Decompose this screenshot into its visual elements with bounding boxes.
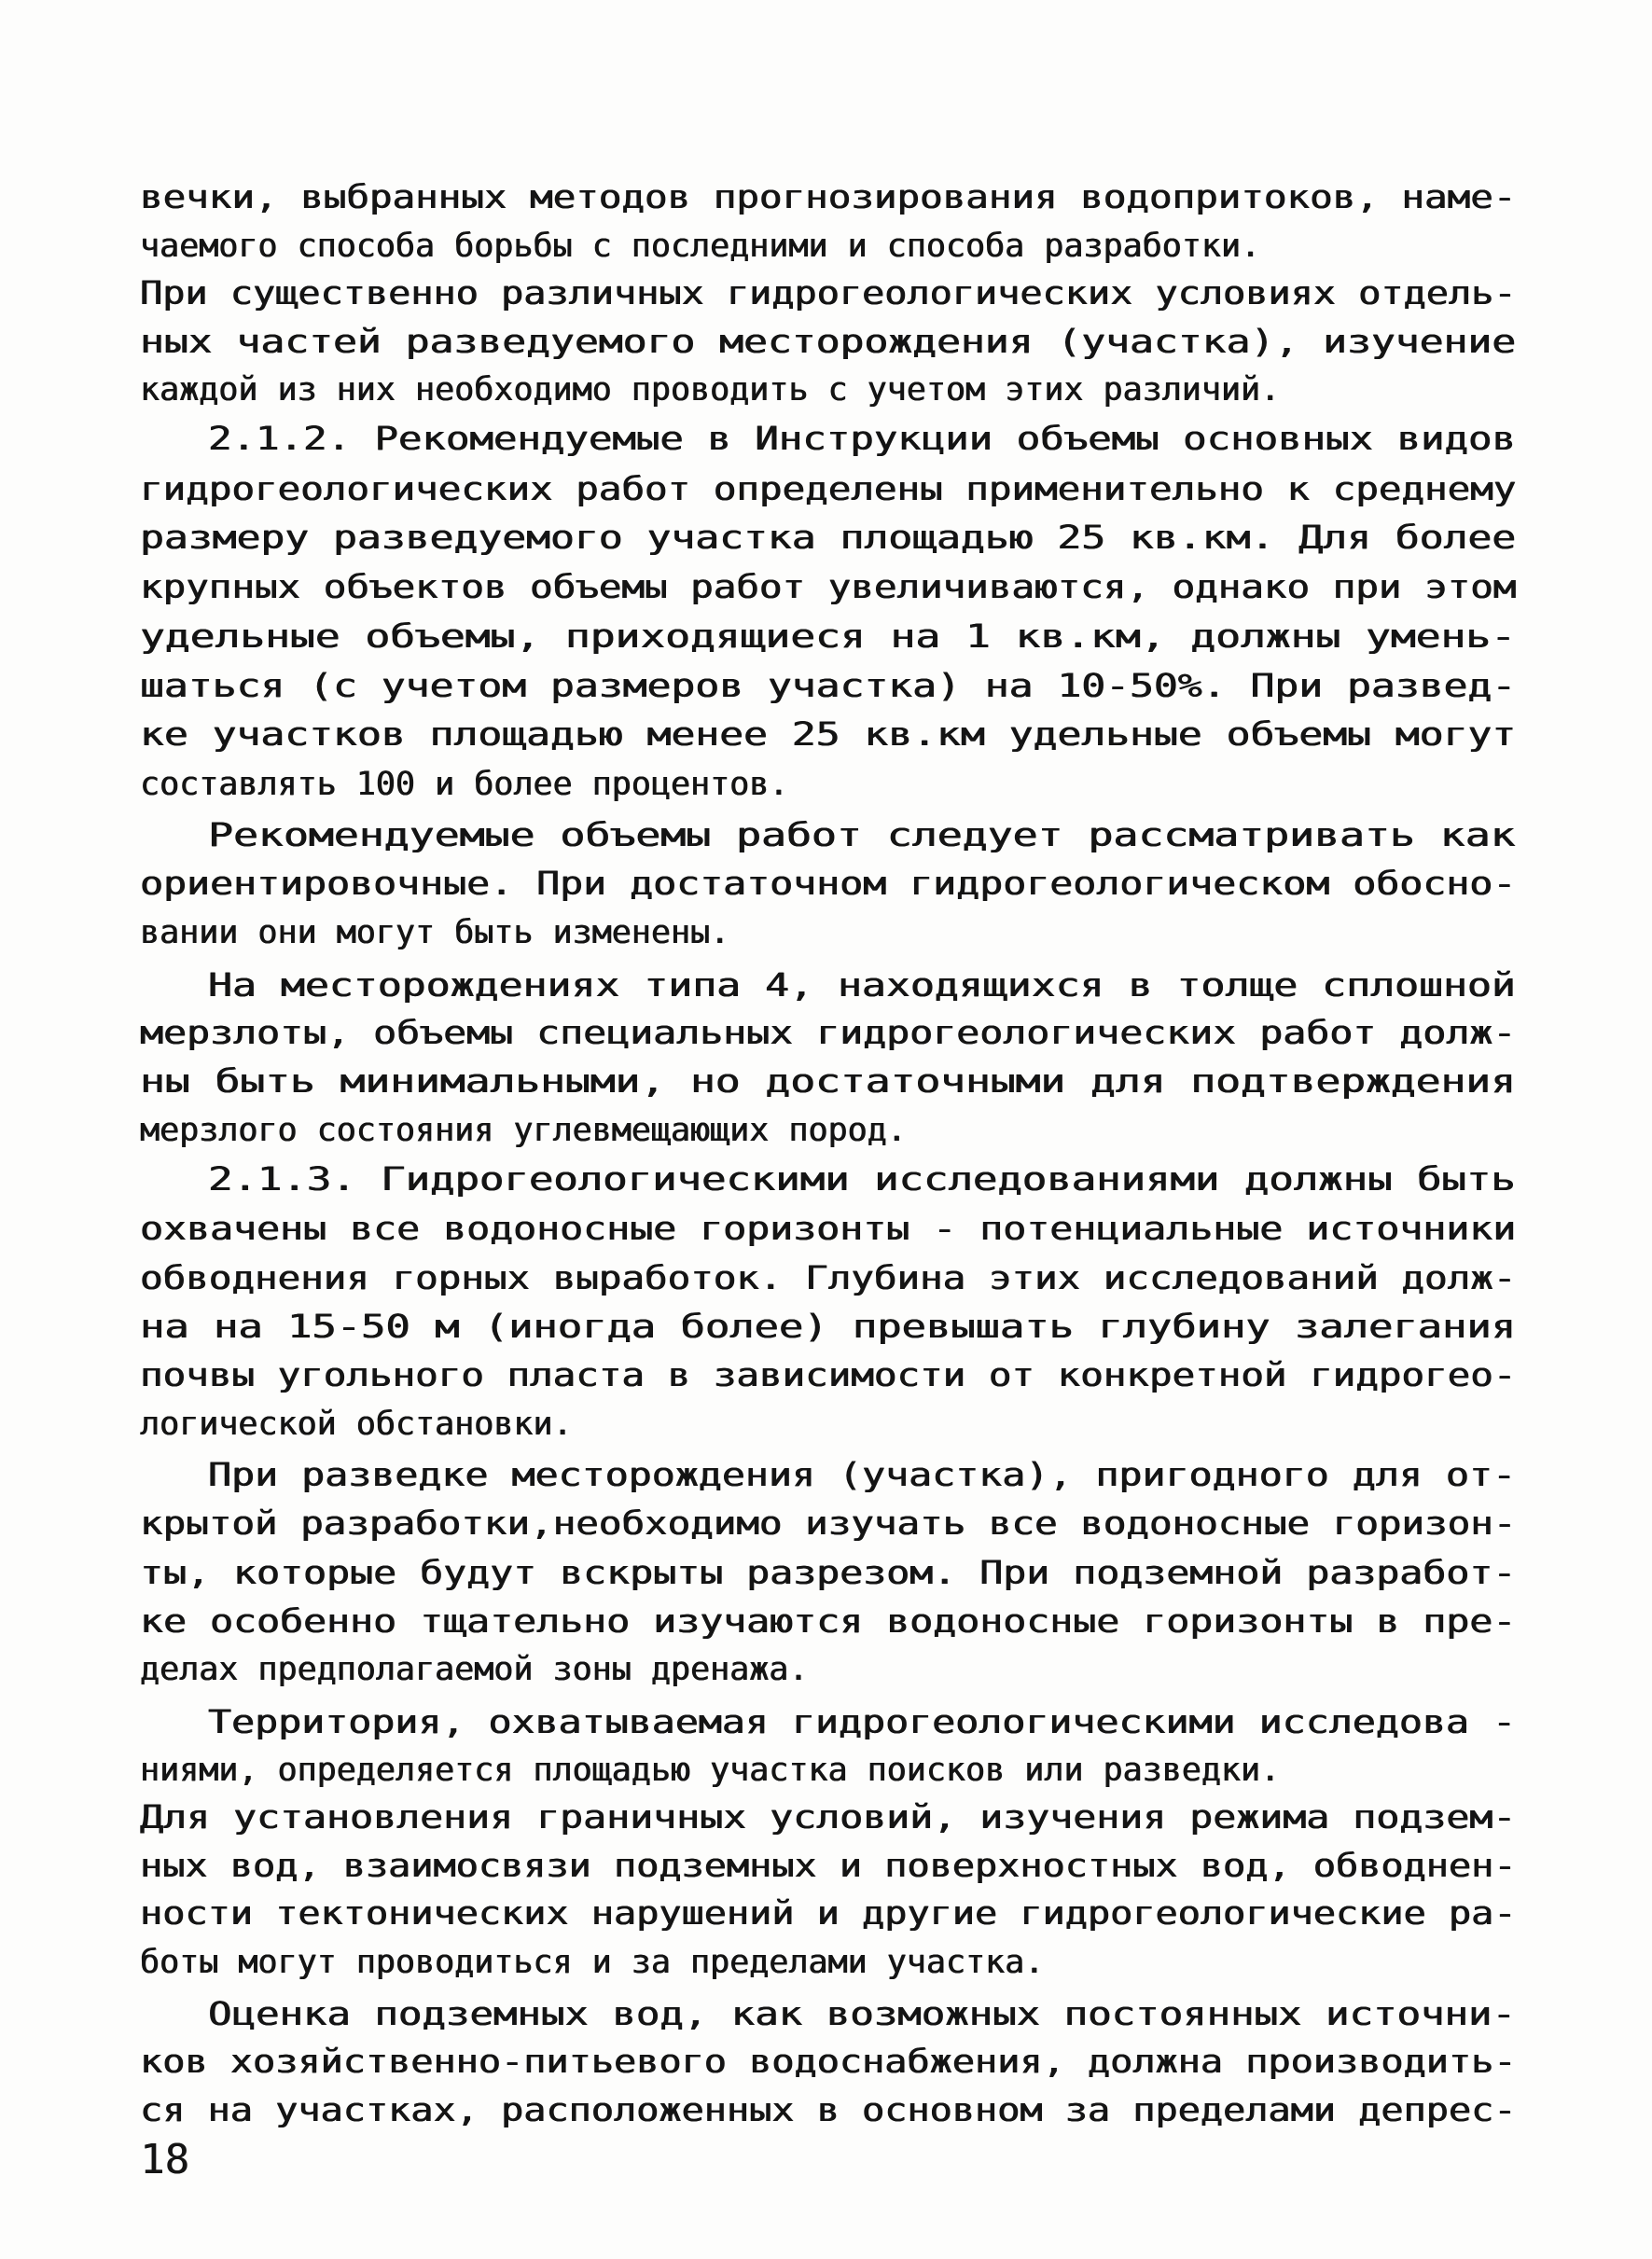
text-line: На месторождениях типа 4, находящихся в толще сплошной [208, 967, 1516, 1005]
text-line: логической обстановки. [140, 1406, 573, 1443]
text-line: Территория, охватываемая гидрогеологическими исследова - [208, 1704, 1517, 1741]
text-line: 2.1.3. Гидрогеологическими исследованиями должны быть [208, 1161, 1516, 1199]
text-line: удельные объемы, приходящиеся на 1 кв.км, должны умень- [140, 618, 1516, 656]
text-line: крупных объектов объемы работ увеличиваются, однако при этом [140, 569, 1517, 606]
text-line: составлять 100 и более процентов. [140, 766, 789, 803]
text-line: шаться (с учетом размеров участка) на 10-50%. При развед- [140, 668, 1517, 705]
text-line: мерзлого состояния углевмещающих пород. [140, 1112, 907, 1149]
text-line: ков хозяйственно-питьевого водоснабжения, должна производить- [140, 2044, 1517, 2081]
text-line: ниями, определяется площадью участка поисков или разведки. [140, 1752, 1281, 1789]
text-line: почвы угольного пласта в зависимости от конкретной гидрогео- [140, 1357, 1517, 1394]
text-line: Для установления граничных условий, изучения режима подзем- [140, 1799, 1517, 1836]
text-line: боты могут проводиться и за пределами участка. [140, 1944, 1045, 1981]
text-line: чаемого способа борьбы с последними и способа разработки. [140, 228, 1261, 265]
text-line: ных частей разведуемого месторождения (участка), изучение [140, 324, 1517, 361]
page-number: 18 [140, 2136, 189, 2183]
text-line: Оценка подземных вод, как возможных постоянных источни- [208, 1996, 1516, 2033]
text-line: ты, которые будут вскрыты разрезом. При подземной разработ- [140, 1555, 1517, 1592]
text-line: обводнения горных выработок. Глубина этих исследований долж- [140, 1260, 1517, 1297]
text-line: Рекомендуемые объемы работ следует рассматривать как [208, 817, 1516, 854]
text-line: ных вод, взаимосвязи подземных и поверхностных вод, обводнен- [140, 1848, 1517, 1885]
text-line: размеру разведуемого участка площадью 25 кв.км. Для более [140, 520, 1517, 557]
text-line: ориентировочные. При достаточном гидрогеологическом обосно- [140, 866, 1517, 903]
text-line: 2.1.2. Рекомендуемые в Инструкции объемы основных видов [208, 421, 1516, 458]
text-line: крытой разработки,необходимо изучать все водоносные горизон- [140, 1505, 1517, 1543]
text-line: гидрогеологических работ определены применительно к среднему [140, 471, 1517, 508]
text-line: делах предполагаемой зоны дренажа. [140, 1651, 809, 1688]
text-line: ке особенно тщательно изучаются водоносные горизонты в пре- [140, 1603, 1517, 1641]
text-line: охвачены все водоносные горизонты - потенциальные источники [140, 1211, 1517, 1248]
text-line: ся на участках, расположенных в основном за пределами депрес- [140, 2092, 1517, 2129]
text-line: вании они могут быть изменены. [140, 914, 730, 951]
text-line: на на 15-50 м (иногда более) превышать глубину залегания [140, 1309, 1517, 1346]
text-line: ности тектонических нарушений и другие гидрогеологические ра- [140, 1895, 1517, 1933]
text-line: ны быть минимальными, но достаточными для подтверждения [140, 1063, 1516, 1101]
text-line: вечки, выбранных методов прогнозирования водопритоков, наме- [140, 179, 1517, 216]
text-line: При разведке месторождения (участка), пригодного для от- [208, 1457, 1517, 1494]
text-line: каждой из них необходимо проводить с учетом этих различий. [140, 371, 1281, 409]
text-line: мерзлоты, объемы специальных гидрогеологических работ долж- [140, 1015, 1517, 1052]
text-line: При существенно различных гидрогеологических условиях отдель- [140, 275, 1517, 312]
text-line: ке участков площадью менее 25 кв.км удельные объемы могут [140, 716, 1517, 754]
